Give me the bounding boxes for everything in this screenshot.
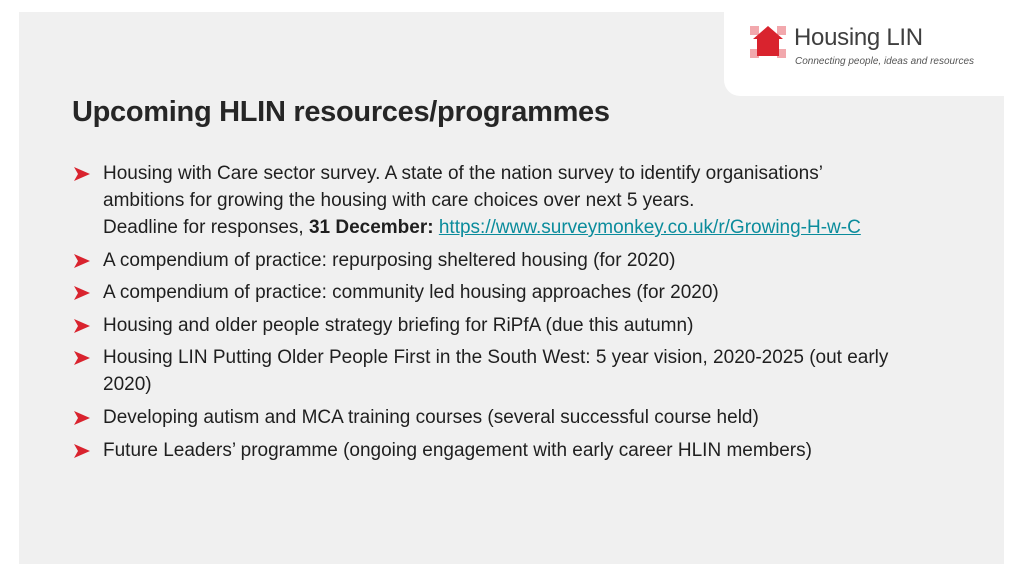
list-item <box>74 160 964 241</box>
list-item <box>74 404 964 431</box>
list-item-text: Future Leaders’ programme (ongoing engagement with early career HLIN members) <box>103 439 812 461</box>
arrow-bullet-icon <box>74 351 90 365</box>
bullet-list <box>74 160 964 469</box>
deadline-date: 31 December: <box>308 217 434 238</box>
arrow-bullet-icon <box>74 444 90 458</box>
list-item <box>74 247 964 274</box>
page-title: Upcoming HLIN resources/programmes <box>72 96 610 128</box>
deadline-label: Deadline for responses, <box>103 217 309 238</box>
list-item-text: A compendium of practice: repurposing sheltered housing (for 2020) <box>103 249 676 271</box>
list-item-text: Developing autism and MCA training courses (several successful course held) <box>103 406 759 428</box>
arrow-bullet-icon <box>74 411 90 425</box>
list-item-text: ambitions for growing the housing with care choices over next 5 years. <box>103 190 695 211</box>
arrow-bullet-icon <box>74 254 90 268</box>
list-item-text: Housing LIN Putting Older People First in the South West: 5 year vision, 2020-2025 (out early <box>103 347 889 369</box>
deadline-line <box>103 214 964 241</box>
logo-name: Housing LIN <box>794 24 923 51</box>
arrow-bullet-icon <box>74 167 90 181</box>
arrow-bullet-icon <box>74 286 90 300</box>
house-icon <box>750 24 786 60</box>
arrow-bullet-icon <box>74 319 90 333</box>
list-item-text: Housing and older people strategy briefing for RiPfA (due this autumn) <box>103 314 694 336</box>
list-item <box>74 312 964 339</box>
list-item-text: A compendium of practice: community led housing approaches (for 2020) <box>103 282 719 304</box>
list-item <box>74 344 964 398</box>
logo <box>724 10 1006 96</box>
survey-link[interactable]: https://www.surveymonkey.co.uk/r/Growing-H-w-C <box>438 217 861 238</box>
list-item <box>74 279 964 306</box>
logo-tagline: Connecting people, ideas and resources <box>795 56 975 67</box>
list-item <box>74 437 964 464</box>
list-item-text: 2020) <box>103 374 152 396</box>
list-item-text: Housing with Care sector survey. A state of the nation survey to identify organisations’ <box>103 163 823 184</box>
